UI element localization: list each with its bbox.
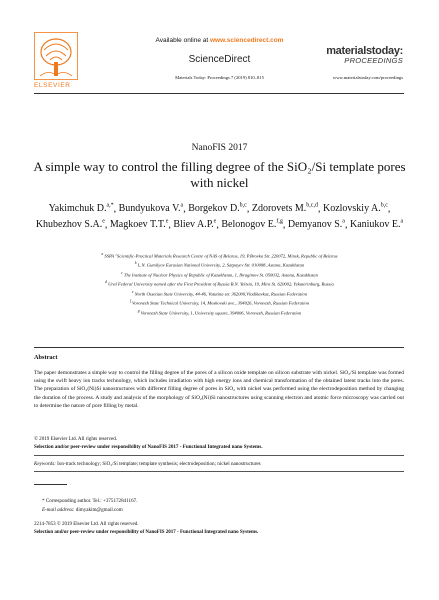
author-affiliation-mark: e xyxy=(102,218,105,225)
journal-url[interactable]: www.materialstoday.com/proceedings xyxy=(332,75,403,80)
author-name: Belonogov E. xyxy=(221,219,277,231)
corresponding-phone: * Corresponding author. Tel.: +375172841167. xyxy=(42,498,138,504)
keywords-top-divider xyxy=(34,455,404,456)
affiliation-text: Ural Federal University named after the First President of Russia B.N. Yeltsin, 19, Mira St. 620002, Yekaterinburg, Russia xyxy=(106,281,334,287)
abstract-heading: Abstract xyxy=(34,354,58,361)
affiliation-mark: a xyxy=(101,252,104,256)
mt-logo-line1: materialstoday: xyxy=(326,45,403,57)
sciencedirect-link[interactable]: www.sciencedirect.com xyxy=(209,37,284,44)
affiliation-text: SSPA "Scientific-Practical Materials Research Centre of NAS of Belarus, 19, P.Brovka Str. 220072, Minsk, Republic of Belarus xyxy=(103,253,338,259)
journal-reference: Materials Today: Proceedings 7 (2019) 810–815 xyxy=(175,75,264,80)
author-affiliation-mark: a xyxy=(400,218,404,225)
author-name: Zdorovets M. xyxy=(251,203,307,215)
affiliation-item xyxy=(30,289,409,298)
author-name: Yakimchuk D. xyxy=(48,203,107,215)
email-address[interactable]: dimyakim@gmail.com xyxy=(75,506,123,513)
author xyxy=(119,203,184,214)
conference-name: NanoFIS 2017 xyxy=(191,143,248,153)
author-name: Kozlovskiy A. xyxy=(322,203,381,215)
author-name: Borgekov D. xyxy=(188,203,240,215)
footnote-divider xyxy=(34,484,67,485)
mt-logo-line2: PROCEEDINGS xyxy=(344,56,403,65)
affiliation-item xyxy=(30,260,409,269)
author xyxy=(173,219,216,230)
bottom-peer-review-line: Selection and/or peer-review under responsibility of NanoFIS 2017 - Functional Integrated nano Systems. xyxy=(34,529,259,535)
copyright-block xyxy=(34,436,263,451)
abstract-top-divider xyxy=(34,347,404,348)
author-list: Yakimchuk D.$^{a,*}$, Bundyukova V.$^a$, Borgekov D.$^{b,c}$, Zdorovets M.$^{b,c,d}$, Kozlovskiy A.$^{b,c}$, Khubezhov S.A.$^e$, Magkoev T.T.$^e$, Bliev A.P.$^e$, Belonogov E.$^{f,g}$, Demyanov S.$^a$, Kaniukov E.$^a$ xyxy=(35,203,404,231)
affiliation-text: North Ossetian State University, 44-46, Vatutina str. 362000,Vladikavkaz, Russian Federation xyxy=(133,291,308,297)
author-name: Demyanov S. xyxy=(287,219,343,231)
author-name: Khubezhov S.A. xyxy=(35,219,103,231)
author xyxy=(221,219,283,230)
corresponding-email-line xyxy=(42,506,137,515)
affiliation-mark: c xyxy=(121,270,123,275)
author xyxy=(288,219,345,230)
affiliation-item xyxy=(30,270,409,279)
affiliation-text: The Institute of Nuclear Physics of Republic of Kazakhstan, 1, Ibragimov St. 050032, Astana, Kazakhstan xyxy=(122,272,318,278)
affiliation-item xyxy=(30,308,409,317)
author xyxy=(110,219,169,230)
affiliation-text: Voronezh State Technical University, 14, Moskovski ave., 394026, Voronezh, Russian Federation xyxy=(130,300,310,306)
author-affiliation-mark: a,* xyxy=(106,203,114,209)
author-affiliation-mark: b,c,d xyxy=(306,203,318,209)
keywords-line xyxy=(34,461,404,467)
header-divider xyxy=(34,93,404,94)
author-name: Bliev A.P. xyxy=(173,219,214,231)
author xyxy=(36,219,105,230)
author-affiliation-mark: a xyxy=(180,203,184,209)
author xyxy=(49,203,114,214)
affiliation-item xyxy=(30,251,409,260)
affiliation-text: L.N. Gumilyov Eurasian National University, 2, Satpayev Str. 010008, Astana, Kazakhstan xyxy=(136,262,305,268)
author-name: Magkoev T.T. xyxy=(109,219,166,231)
affiliation-mark: d xyxy=(105,280,107,285)
author-affiliation-mark: b,c xyxy=(380,203,388,209)
abstract-body: The paper demonstrates a simple way to control the filling degree of the pores of a silicon oxide template on silicon substrate with nickel. SiO₂/Si template was formed using the swift heavy ion tracks technology, which includes irradiation with high energy ions and chemical transformation of the obtained latent tracks into the pores. The preparation of SiO₂(Ni)Si nanostructures with different filling degree of pores in SiO₂ with nickel was performed using the electrodeposition method by changing the duration of the process. A study and analysis of the morphology of SiO₂(Ni)Si nanostructures using scanning electron and atomic force microscopy was carried out to determine the nature of pore filling by metal. xyxy=(34,370,404,409)
author xyxy=(252,203,318,214)
affiliation-mark: b xyxy=(134,261,137,266)
available-online-text: Available online at xyxy=(155,37,210,44)
author-affiliation-mark: a xyxy=(342,218,345,225)
author-affiliation-mark: e xyxy=(213,218,217,225)
affiliation-item xyxy=(30,279,409,288)
affiliation-mark: g xyxy=(137,308,140,313)
peer-review-line: Selection and/or peer-review under responsibility of NanoFIS 2017 - Functional Integrated nano Systems. xyxy=(34,443,263,450)
copyright-line: © 2019 Elsevier Ltd. All rights reserved. xyxy=(34,436,118,442)
available-online-line xyxy=(0,37,439,44)
author xyxy=(323,203,388,214)
keywords-text: Ion-track technology; SiO₂/Si template; template synthesis; electrodeposition; nickel nanostructures xyxy=(57,461,261,467)
email-label: E-mail address: xyxy=(42,506,76,513)
author-name: Kaniukov E. xyxy=(349,219,401,231)
affiliation-list xyxy=(30,251,409,317)
author-affiliation-mark: f,g xyxy=(276,218,283,225)
author-affiliation-mark: e xyxy=(165,218,169,225)
issn-line: 2214-7853 © 2019 Elsevier Ltd. All rights reserved. xyxy=(34,522,139,527)
materials-today-logo xyxy=(326,46,403,65)
author-name: Bundyukova V. xyxy=(118,203,181,215)
author xyxy=(188,203,247,214)
sciencedirect-title: ScienceDirect xyxy=(188,54,251,65)
affiliation-text: Voronezh State University, 1, University square, 394006, Voronezh, Russian Federation xyxy=(139,310,302,316)
keywords-label: Keywords: xyxy=(34,461,56,467)
issn-block xyxy=(34,521,258,536)
elsevier-wordmark: ELSEVIER xyxy=(34,82,71,89)
keywords-bottom-divider xyxy=(34,471,404,472)
affiliation-mark: e xyxy=(131,289,134,294)
author-affiliation-mark: b,c xyxy=(239,203,247,209)
affiliation-item xyxy=(30,298,409,307)
affiliation-mark: f xyxy=(129,299,131,304)
author xyxy=(350,219,403,230)
paper-title: A simple way to control the filling degree of the SiO₂/Si template pores with nickel xyxy=(33,159,406,190)
corresponding-author-note xyxy=(42,497,137,514)
